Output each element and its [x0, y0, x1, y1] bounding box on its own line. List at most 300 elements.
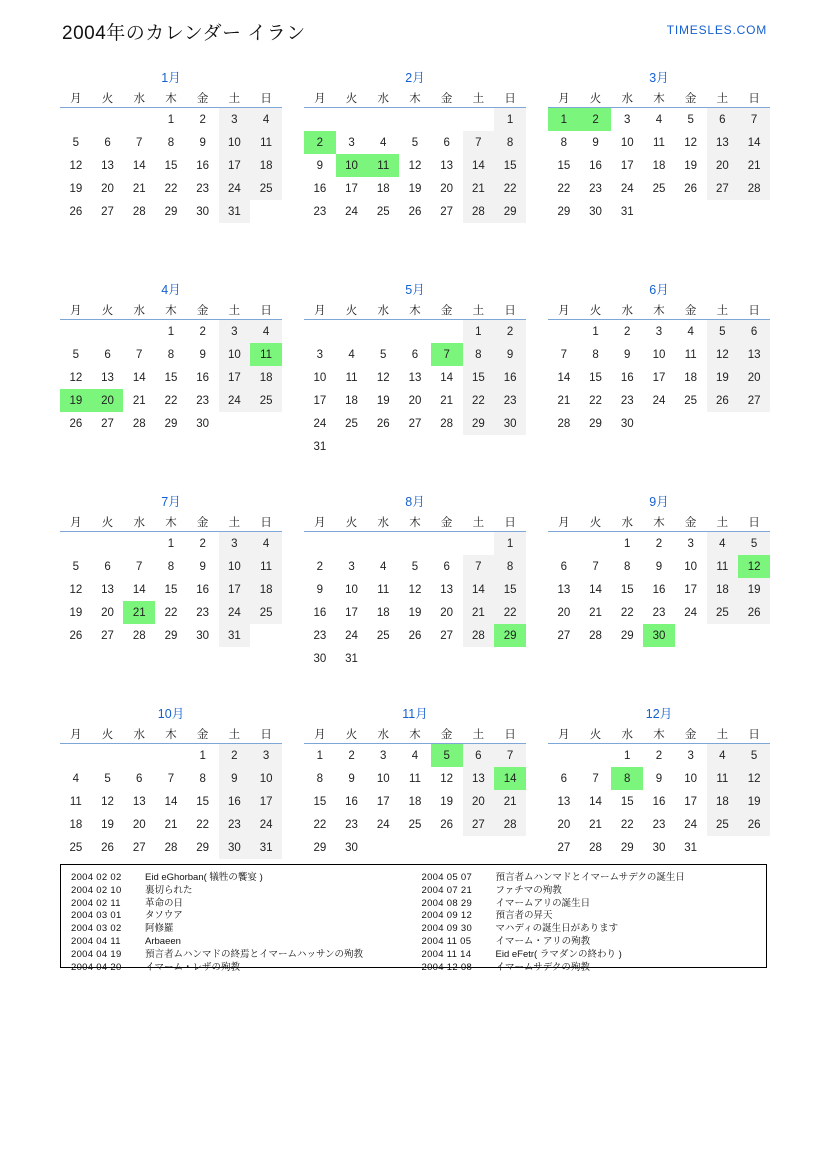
day-cell[interactable]: 20: [707, 154, 739, 177]
day-cell[interactable]: 22: [164, 182, 178, 195]
day-cell[interactable]: 4: [655, 113, 663, 126]
day-cell[interactable]: 10: [313, 371, 327, 384]
day-cell[interactable]: 6: [104, 348, 111, 361]
day-cell[interactable]: 6: [136, 772, 143, 785]
day-cell[interactable]: 3: [219, 320, 251, 344]
day-cell[interactable]: 11: [684, 348, 697, 361]
day-cell[interactable]: 12: [408, 583, 422, 596]
day-cell[interactable]: 26: [408, 629, 422, 642]
day-cell-holiday[interactable]: 2: [580, 108, 612, 132]
day-cell-holiday[interactable]: 19: [60, 389, 92, 412]
day-cell[interactable]: 8: [167, 136, 175, 149]
day-cell[interactable]: 16: [196, 371, 210, 384]
day-cell[interactable]: 14: [132, 159, 146, 172]
day-cell[interactable]: 11: [707, 767, 739, 790]
day-cell[interactable]: 21: [440, 394, 454, 407]
day-cell[interactable]: 26: [69, 417, 83, 430]
day-cell[interactable]: 24: [620, 182, 634, 195]
day-cell[interactable]: 25: [250, 601, 282, 624]
day-cell[interactable]: 23: [313, 629, 327, 642]
day-cell[interactable]: 4: [72, 772, 80, 785]
day-cell[interactable]: 27: [738, 389, 770, 412]
day-cell[interactable]: 31: [684, 841, 698, 854]
day-cell[interactable]: 28: [132, 629, 146, 642]
day-cell[interactable]: 6: [104, 136, 111, 149]
day-cell[interactable]: 5: [707, 320, 739, 344]
day-cell[interactable]: 25: [250, 177, 282, 200]
day-cell[interactable]: 18: [69, 818, 83, 831]
day-cell[interactable]: 2: [316, 560, 324, 573]
day-cell[interactable]: 5: [411, 136, 419, 149]
day-cell[interactable]: 22: [313, 818, 327, 831]
day-cell[interactable]: 31: [345, 652, 358, 665]
day-cell[interactable]: 16: [589, 159, 602, 172]
day-cell[interactable]: 17: [345, 182, 358, 195]
day-cell[interactable]: 11: [408, 772, 421, 785]
day-cell[interactable]: 3: [655, 325, 663, 338]
day-cell[interactable]: 11: [707, 555, 739, 578]
day-cell[interactable]: 21: [494, 790, 526, 813]
day-cell[interactable]: 21: [589, 818, 602, 831]
day-cell[interactable]: 14: [164, 795, 178, 808]
day-cell[interactable]: 2: [624, 325, 631, 338]
day-cell[interactable]: 27: [440, 205, 454, 218]
day-cell[interactable]: 30: [219, 836, 251, 859]
day-cell[interactable]: 1: [167, 325, 175, 338]
day-cell-holiday[interactable]: 10: [336, 154, 368, 177]
day-cell[interactable]: 13: [440, 583, 454, 596]
day-cell[interactable]: 27: [707, 177, 739, 200]
day-cell[interactable]: 29: [164, 629, 178, 642]
day-cell[interactable]: 5: [72, 136, 80, 149]
day-cell[interactable]: 29: [557, 205, 571, 218]
day-cell[interactable]: 21: [164, 818, 178, 831]
day-cell[interactable]: 19: [707, 366, 739, 389]
day-cell[interactable]: 22: [164, 394, 178, 407]
day-cell[interactable]: 23: [196, 182, 210, 195]
day-cell[interactable]: 10: [219, 131, 251, 154]
day-cell[interactable]: 28: [589, 629, 602, 642]
day-cell[interactable]: 14: [463, 154, 495, 177]
day-cell[interactable]: 10: [250, 767, 282, 790]
day-cell[interactable]: 8: [494, 131, 526, 154]
day-cell-holiday[interactable]: 8: [611, 767, 643, 790]
day-cell[interactable]: 9: [655, 772, 663, 785]
day-cell[interactable]: 15: [164, 371, 178, 384]
day-cell[interactable]: 12: [69, 371, 83, 384]
day-cell[interactable]: 12: [738, 767, 770, 790]
day-cell[interactable]: 1: [494, 108, 526, 132]
day-cell[interactable]: 16: [196, 159, 210, 172]
day-cell[interactable]: 23: [652, 818, 666, 831]
day-cell[interactable]: 30: [196, 205, 210, 218]
day-cell[interactable]: 28: [164, 841, 178, 854]
day-cell[interactable]: 29: [620, 629, 634, 642]
day-cell[interactable]: 30: [589, 205, 602, 218]
day-cell[interactable]: 3: [687, 749, 694, 762]
day-cell[interactable]: 13: [557, 795, 571, 808]
day-cell-holiday[interactable]: 21: [123, 601, 155, 624]
day-cell[interactable]: 18: [707, 578, 739, 601]
day-cell[interactable]: 4: [250, 532, 282, 556]
day-cell-holiday[interactable]: 14: [494, 767, 526, 790]
day-cell[interactable]: 23: [494, 389, 526, 412]
day-cell[interactable]: 8: [167, 348, 175, 361]
day-cell[interactable]: 12: [69, 583, 83, 596]
day-cell[interactable]: 18: [652, 159, 666, 172]
day-cell[interactable]: 28: [463, 624, 495, 647]
day-cell[interactable]: 14: [132, 583, 146, 596]
day-cell[interactable]: 13: [101, 159, 114, 172]
day-cell[interactable]: 17: [219, 154, 251, 177]
day-cell[interactable]: 15: [196, 795, 210, 808]
day-cell[interactable]: 7: [136, 348, 143, 361]
day-cell[interactable]: 1: [167, 537, 175, 550]
day-cell[interactable]: 19: [684, 159, 698, 172]
day-cell-holiday[interactable]: 5: [431, 744, 463, 768]
day-cell[interactable]: 21: [463, 177, 495, 200]
day-cell[interactable]: 3: [380, 749, 387, 762]
day-cell[interactable]: 6: [463, 744, 495, 768]
day-cell[interactable]: 27: [101, 629, 114, 642]
day-cell[interactable]: 19: [408, 606, 422, 619]
day-cell[interactable]: 28: [494, 813, 526, 836]
day-cell[interactable]: 27: [132, 841, 146, 854]
day-cell[interactable]: 1: [592, 325, 599, 338]
day-cell[interactable]: 5: [104, 772, 111, 785]
day-cell[interactable]: 16: [313, 606, 327, 619]
day-cell[interactable]: 5: [380, 348, 387, 361]
day-cell[interactable]: 13: [408, 371, 422, 384]
day-cell[interactable]: 27: [557, 629, 571, 642]
day-cell[interactable]: 17: [250, 790, 282, 813]
day-cell[interactable]: 26: [707, 389, 739, 412]
day-cell[interactable]: 7: [463, 131, 495, 154]
day-cell[interactable]: 13: [738, 343, 770, 366]
day-cell[interactable]: 27: [440, 629, 454, 642]
day-cell[interactable]: 24: [684, 818, 698, 831]
day-cell[interactable]: 20: [557, 818, 571, 831]
day-cell[interactable]: 14: [557, 371, 571, 384]
day-cell[interactable]: 14: [132, 371, 146, 384]
day-cell[interactable]: 20: [463, 790, 495, 813]
day-cell[interactable]: 30: [196, 629, 210, 642]
day-cell[interactable]: 16: [196, 583, 210, 596]
day-cell[interactable]: 18: [250, 578, 282, 601]
day-cell[interactable]: 17: [620, 159, 634, 172]
day-cell[interactable]: 16: [219, 790, 251, 813]
day-cell[interactable]: 23: [620, 394, 634, 407]
day-cell[interactable]: 23: [219, 813, 251, 836]
day-cell[interactable]: 26: [738, 813, 770, 836]
day-cell[interactable]: 17: [345, 606, 358, 619]
day-cell[interactable]: 12: [101, 795, 114, 808]
day-cell[interactable]: 2: [655, 537, 663, 550]
day-cell[interactable]: 22: [494, 601, 526, 624]
day-cell[interactable]: 25: [408, 818, 422, 831]
day-cell[interactable]: 24: [219, 601, 251, 624]
day-cell[interactable]: 18: [250, 366, 282, 389]
day-cell[interactable]: 7: [560, 348, 568, 361]
day-cell[interactable]: 16: [652, 583, 666, 596]
day-cell[interactable]: 18: [345, 394, 358, 407]
day-cell[interactable]: 11: [377, 583, 390, 596]
day-cell[interactable]: 6: [104, 560, 111, 573]
day-cell[interactable]: 4: [707, 744, 739, 768]
day-cell[interactable]: 21: [738, 154, 770, 177]
day-cell[interactable]: 27: [101, 205, 114, 218]
day-cell[interactable]: 1: [167, 113, 175, 126]
day-cell[interactable]: 26: [408, 205, 422, 218]
day-cell[interactable]: 17: [219, 578, 251, 601]
day-cell[interactable]: 30: [313, 652, 327, 665]
day-cell[interactable]: 26: [684, 182, 698, 195]
day-cell-holiday[interactable]: 30: [643, 624, 675, 647]
day-cell[interactable]: 30: [345, 841, 358, 854]
day-cell[interactable]: 7: [167, 772, 175, 785]
day-cell[interactable]: 7: [738, 108, 770, 132]
day-cell[interactable]: 24: [250, 813, 282, 836]
day-cell[interactable]: 4: [687, 325, 694, 338]
day-cell[interactable]: 9: [348, 772, 355, 785]
day-cell[interactable]: 3: [219, 532, 251, 556]
day-cell[interactable]: 17: [684, 795, 698, 808]
day-cell[interactable]: 12: [684, 136, 698, 149]
day-cell-holiday[interactable]: 7: [431, 343, 463, 366]
day-cell[interactable]: 1: [316, 749, 324, 762]
day-cell[interactable]: 16: [494, 366, 526, 389]
day-cell[interactable]: 12: [408, 159, 422, 172]
day-cell[interactable]: 29: [620, 841, 634, 854]
day-cell[interactable]: 9: [316, 583, 324, 596]
day-cell[interactable]: 25: [69, 841, 83, 854]
day-cell[interactable]: 5: [738, 532, 770, 556]
day-cell[interactable]: 11: [652, 136, 665, 149]
day-cell[interactable]: 8: [199, 772, 206, 785]
day-cell[interactable]: 21: [589, 606, 602, 619]
day-cell-holiday[interactable]: 20: [92, 389, 124, 412]
day-cell[interactable]: 3: [219, 108, 251, 132]
day-cell[interactable]: 24: [345, 205, 358, 218]
day-cell[interactable]: 8: [494, 555, 526, 578]
day-cell[interactable]: 25: [707, 601, 739, 624]
day-cell[interactable]: 11: [250, 131, 282, 154]
day-cell[interactable]: 25: [376, 629, 390, 642]
day-cell[interactable]: 27: [101, 417, 114, 430]
day-cell[interactable]: 19: [408, 182, 422, 195]
day-cell[interactable]: 9: [219, 767, 251, 790]
day-cell[interactable]: 15: [164, 159, 178, 172]
day-cell[interactable]: 9: [316, 159, 324, 172]
day-cell[interactable]: 2: [199, 325, 206, 338]
day-cell[interactable]: 29: [164, 205, 178, 218]
day-cell[interactable]: 26: [738, 601, 770, 624]
day-cell[interactable]: 3: [348, 136, 355, 149]
day-cell[interactable]: 20: [101, 606, 114, 619]
day-cell[interactable]: 8: [624, 560, 631, 573]
day-cell[interactable]: 13: [557, 583, 571, 596]
day-cell[interactable]: 15: [589, 371, 602, 384]
day-cell[interactable]: 15: [313, 795, 327, 808]
day-cell[interactable]: 27: [557, 841, 571, 854]
day-cell[interactable]: 20: [101, 182, 114, 195]
day-cell[interactable]: 13: [463, 767, 495, 790]
day-cell[interactable]: 4: [250, 108, 282, 132]
day-cell[interactable]: 19: [69, 606, 83, 619]
day-cell[interactable]: 12: [707, 343, 739, 366]
day-cell[interactable]: 7: [463, 555, 495, 578]
day-cell[interactable]: 11: [69, 795, 82, 808]
day-cell[interactable]: 3: [624, 113, 631, 126]
day-cell[interactable]: 15: [620, 795, 634, 808]
day-cell[interactable]: 10: [684, 560, 698, 573]
day-cell[interactable]: 1: [624, 749, 631, 762]
day-cell[interactable]: 22: [196, 818, 210, 831]
day-cell[interactable]: 23: [313, 205, 327, 218]
day-cell[interactable]: 23: [345, 818, 358, 831]
day-cell[interactable]: 12: [440, 772, 454, 785]
day-cell[interactable]: 8: [316, 772, 324, 785]
day-cell[interactable]: 27: [408, 417, 422, 430]
day-cell[interactable]: 5: [411, 560, 419, 573]
day-cell[interactable]: 3: [250, 744, 282, 768]
day-cell[interactable]: 15: [557, 159, 571, 172]
day-cell[interactable]: 16: [313, 182, 327, 195]
day-cell[interactable]: 20: [440, 182, 454, 195]
day-cell[interactable]: 25: [250, 389, 282, 412]
day-cell[interactable]: 17: [219, 366, 251, 389]
day-cell[interactable]: 13: [132, 795, 146, 808]
day-cell[interactable]: 14: [463, 578, 495, 601]
day-cell[interactable]: 1: [494, 532, 526, 556]
day-cell[interactable]: 26: [440, 818, 454, 831]
day-cell[interactable]: 30: [494, 412, 526, 435]
day-cell[interactable]: 10: [376, 772, 390, 785]
day-cell[interactable]: 9: [199, 136, 206, 149]
day-cell[interactable]: 1: [199, 749, 206, 762]
day-cell[interactable]: 9: [592, 136, 599, 149]
day-cell[interactable]: 14: [440, 371, 454, 384]
day-cell[interactable]: 22: [463, 389, 495, 412]
day-cell[interactable]: 26: [101, 841, 114, 854]
day-cell[interactable]: 2: [348, 749, 355, 762]
day-cell[interactable]: 6: [443, 136, 450, 149]
day-cell[interactable]: 5: [72, 560, 80, 573]
day-cell[interactable]: 29: [313, 841, 327, 854]
day-cell[interactable]: 8: [463, 343, 495, 366]
day-cell[interactable]: 5: [738, 744, 770, 768]
day-cell[interactable]: 11: [250, 555, 282, 578]
day-cell[interactable]: 12: [69, 159, 83, 172]
day-cell[interactable]: 7: [136, 560, 143, 573]
day-cell[interactable]: 3: [687, 537, 694, 550]
day-cell[interactable]: 21: [557, 394, 571, 407]
day-cell[interactable]: 18: [250, 154, 282, 177]
day-cell[interactable]: 17: [652, 371, 666, 384]
day-cell[interactable]: 29: [164, 417, 178, 430]
day-cell[interactable]: 18: [408, 795, 422, 808]
day-cell[interactable]: 9: [199, 560, 206, 573]
day-cell[interactable]: 20: [408, 394, 422, 407]
day-cell[interactable]: 22: [164, 606, 178, 619]
day-cell[interactable]: 18: [376, 182, 390, 195]
day-cell[interactable]: 6: [411, 348, 419, 361]
day-cell[interactable]: 1: [463, 320, 495, 344]
day-cell[interactable]: 18: [707, 790, 739, 813]
day-cell[interactable]: 20: [557, 606, 571, 619]
day-cell[interactable]: 16: [620, 371, 634, 384]
day-cell[interactable]: 22: [620, 818, 634, 831]
day-cell[interactable]: 7: [592, 560, 599, 573]
day-cell[interactable]: 10: [345, 583, 358, 596]
day-cell[interactable]: 19: [738, 790, 770, 813]
day-cell[interactable]: 14: [589, 583, 602, 596]
day-cell[interactable]: 21: [463, 601, 495, 624]
day-cell[interactable]: 21: [132, 394, 146, 407]
day-cell[interactable]: 29: [463, 412, 495, 435]
day-cell[interactable]: 16: [652, 795, 666, 808]
day-cell[interactable]: 24: [219, 389, 251, 412]
day-cell[interactable]: 29: [494, 200, 526, 223]
day-cell[interactable]: 6: [443, 560, 450, 573]
day-cell[interactable]: 15: [494, 154, 526, 177]
day-cell[interactable]: 20: [132, 818, 146, 831]
day-cell[interactable]: 2: [494, 320, 526, 344]
day-cell[interactable]: 10: [652, 348, 666, 361]
day-cell[interactable]: 10: [620, 136, 634, 149]
day-cell[interactable]: 26: [69, 629, 83, 642]
day-cell[interactable]: 19: [376, 394, 390, 407]
day-cell[interactable]: 25: [684, 394, 698, 407]
day-cell[interactable]: 31: [313, 440, 327, 453]
day-cell[interactable]: 6: [707, 108, 739, 132]
day-cell[interactable]: 19: [101, 818, 114, 831]
day-cell[interactable]: 4: [250, 320, 282, 344]
day-cell[interactable]: 23: [196, 394, 210, 407]
day-cell[interactable]: 28: [738, 177, 770, 200]
day-cell[interactable]: 1: [624, 537, 631, 550]
day-cell[interactable]: 24: [376, 818, 390, 831]
day-cell[interactable]: 17: [376, 795, 390, 808]
day-cell-holiday[interactable]: 1: [548, 108, 580, 132]
day-cell[interactable]: 28: [589, 841, 602, 854]
day-cell[interactable]: 9: [624, 348, 631, 361]
day-cell[interactable]: 8: [592, 348, 599, 361]
day-cell-holiday[interactable]: 11: [367, 154, 399, 177]
day-cell[interactable]: 2: [199, 537, 206, 550]
day-cell[interactable]: 7: [136, 136, 143, 149]
day-cell[interactable]: 23: [589, 182, 602, 195]
day-cell[interactable]: 7: [494, 744, 526, 768]
day-cell[interactable]: 25: [652, 182, 666, 195]
day-cell-holiday[interactable]: 29: [494, 624, 526, 647]
day-cell[interactable]: 11: [345, 371, 358, 384]
day-cell[interactable]: 4: [411, 749, 419, 762]
day-cell[interactable]: 18: [376, 606, 390, 619]
day-cell[interactable]: 19: [69, 182, 83, 195]
day-cell[interactable]: 30: [652, 841, 666, 854]
day-cell[interactable]: 19: [440, 795, 454, 808]
day-cell[interactable]: 27: [463, 813, 495, 836]
day-cell[interactable]: 26: [376, 417, 390, 430]
day-cell[interactable]: 26: [69, 205, 83, 218]
day-cell[interactable]: 4: [380, 136, 387, 149]
day-cell[interactable]: 24: [219, 177, 251, 200]
day-cell[interactable]: 28: [132, 205, 146, 218]
day-cell[interactable]: 28: [463, 200, 495, 223]
day-cell[interactable]: 30: [620, 417, 634, 430]
day-cell[interactable]: 14: [738, 131, 770, 154]
